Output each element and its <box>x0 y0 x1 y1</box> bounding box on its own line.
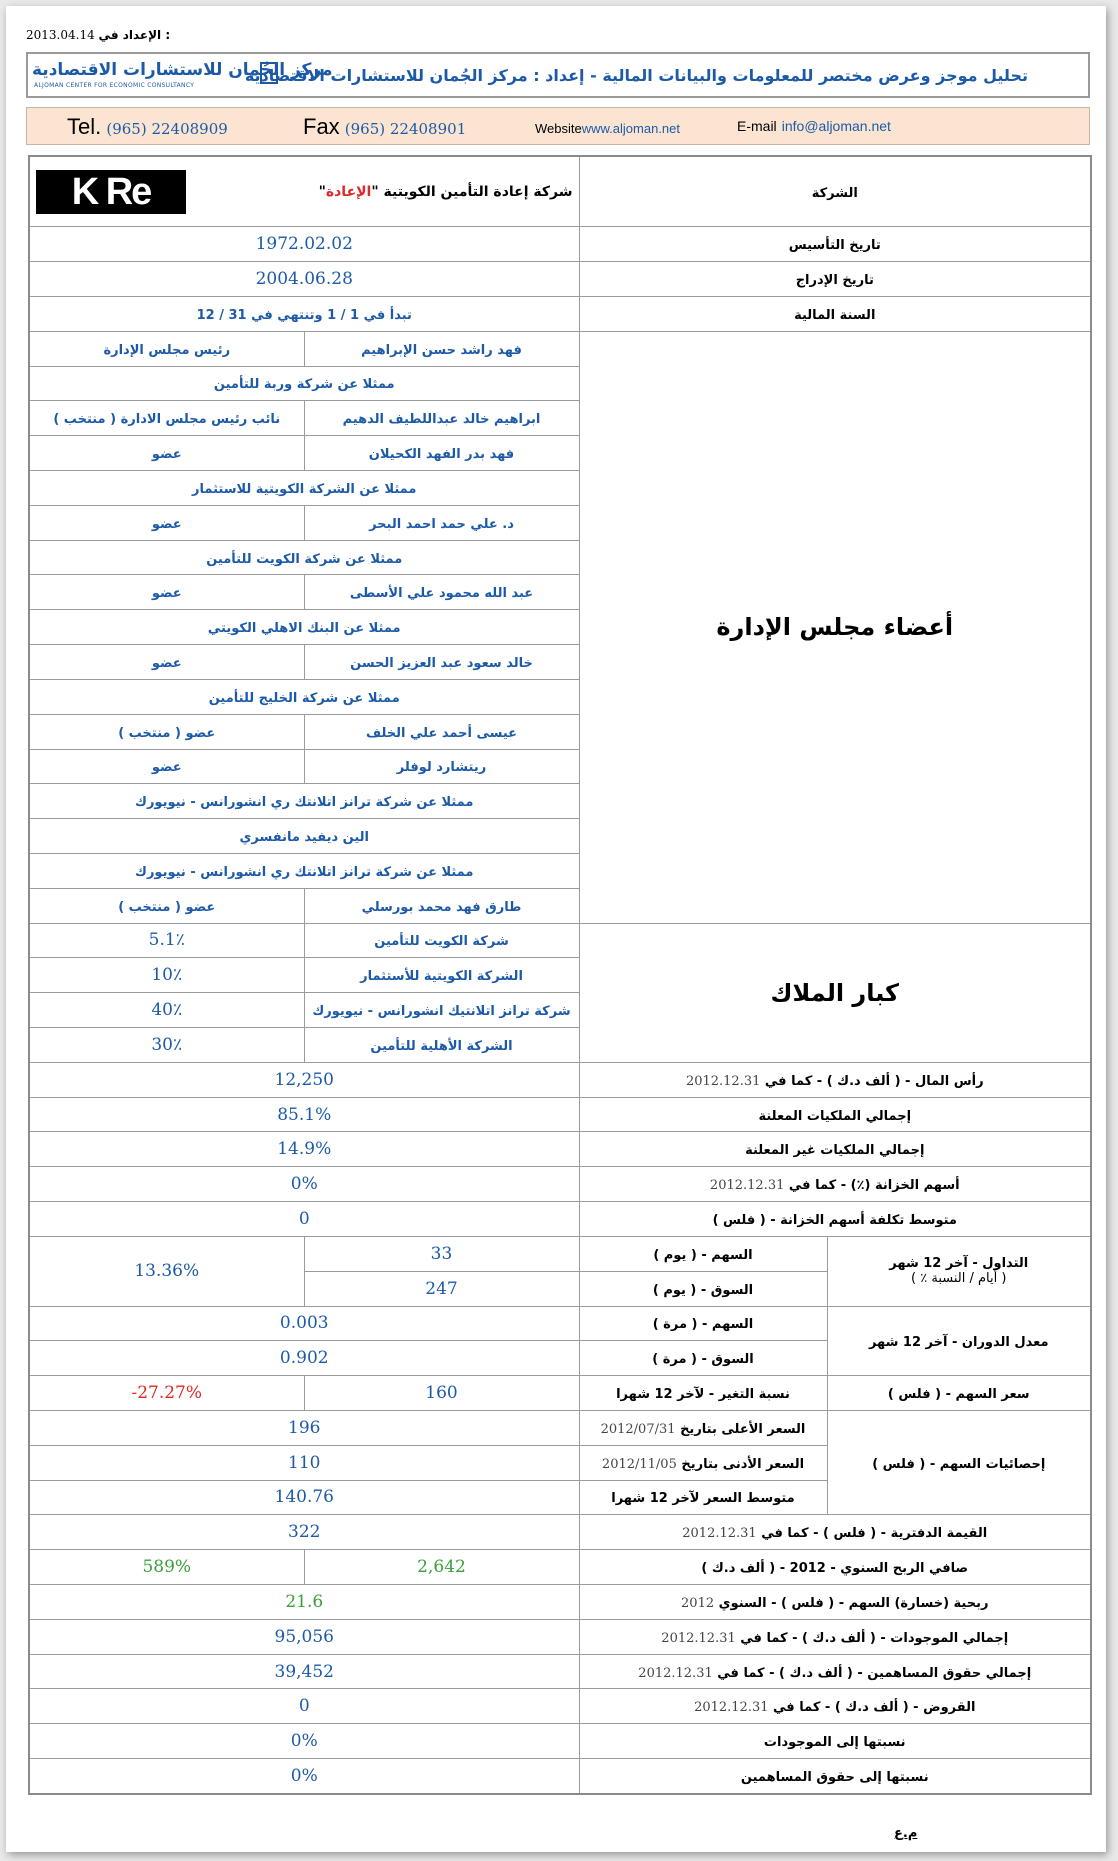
label-date: 2012.12.31 <box>682 1526 757 1542</box>
price-change-label <box>579 1376 827 1411</box>
owner-percent-text: 40٪ <box>151 1000 183 1021</box>
turnover-stock-label-text: السهم - ( مرة ) <box>652 1317 754 1333</box>
high-value <box>29 1410 579 1445</box>
label-date: 2012.12.31 <box>694 1700 769 1716</box>
fax-value[interactable]: (965) 22408901 <box>344 120 467 138</box>
avg-value-text: 140.76 <box>274 1487 334 1508</box>
capital-value <box>29 1062 579 1097</box>
board-member-name-text: خالد سعود عبد العزيز الحسن <box>350 655 533 671</box>
owners-title-text: كبار الملاك <box>770 978 899 1007</box>
label-text: القيمة الدفترية - ( فلس ) - كما في <box>761 1526 988 1542</box>
board-member-detail-text: ممثلا عن شركة ترانز اتلانتك ري انشورانس - نيويورك <box>135 795 474 811</box>
trading-stock-value-text: 33 <box>430 1243 453 1264</box>
board-member-role <box>29 888 304 923</box>
loans-equity-value <box>29 1759 579 1794</box>
book-value-text: 322 <box>288 1522 321 1543</box>
treasury-cost-value-text: 0 <box>298 1208 310 1229</box>
fiscal-label <box>579 296 1091 331</box>
turnover-label-text: معدل الدوران - آخر 12 شهر <box>868 1334 1049 1350</box>
price-value-text: 160 <box>425 1383 458 1404</box>
banner-title: تحليل موجز وعرض مختصر للمعلومات والبيانات المالية - إعداد : مركز الجُمان للاستشارات الاقتصادية <box>244 66 1028 85</box>
loans-equity-value-text: 0% <box>290 1766 318 1787</box>
label-date: 2012/07/31 <box>600 1421 676 1437</box>
table-row <box>29 1759 1091 1794</box>
unlisted-own-value <box>29 1132 579 1167</box>
document-page <box>6 6 1106 1852</box>
board-member-role-text: عضو <box>151 516 182 532</box>
label-date: 2012/11/05 <box>601 1456 677 1472</box>
board-member-detail-text: الين ديفيد مانفسري <box>239 830 370 846</box>
listed-label <box>579 262 1091 297</box>
treasury-value <box>29 1167 579 1202</box>
board-title-text: أعضاء مجلس الإدارة <box>716 613 954 642</box>
label-with-date <box>638 1666 1031 1681</box>
company-name <box>319 184 573 200</box>
table-row <box>29 923 1091 958</box>
fax-group <box>303 114 466 140</box>
board-member-role <box>29 436 304 471</box>
board-member-name <box>304 331 579 366</box>
email-link[interactable]: info@aljoman.net <box>781 118 891 134</box>
board-member-name <box>304 505 579 540</box>
board-member-name-text: فهد راشد حسن الإبراهيم <box>361 342 522 358</box>
tel-value[interactable]: (965) 22408909 <box>106 120 228 138</box>
turnover-market-value-text: 0.902 <box>279 1348 329 1369</box>
owner-percent <box>29 923 304 958</box>
label-text: السعر الأدنى بتاريخ <box>681 1456 805 1472</box>
owner-percent <box>29 993 304 1028</box>
label-with-date <box>686 1074 984 1089</box>
loans-assets-label-text: نسبتها إلى الموجودات <box>763 1735 906 1751</box>
turnover-stock-value-text: 0.003 <box>279 1313 329 1334</box>
label-text: القروض - ( ألف د.ك ) - كما في <box>773 1700 976 1716</box>
treasury-value-text: 0% <box>290 1174 318 1195</box>
label-date: 2012.12.31 <box>685 1073 761 1089</box>
assets-value <box>29 1619 579 1654</box>
board-member-name-text: طارق فهد محمد بورسلي <box>361 899 522 915</box>
logo-english-text: ALJOMAN CENTER FOR ECONOMIC CONSULTANCY <box>34 82 195 89</box>
turnover-market-label <box>579 1341 827 1376</box>
label-with-date <box>682 1526 987 1541</box>
fax-label: Fax <box>303 114 340 139</box>
board-member-name <box>304 888 579 923</box>
turnover-stock-value <box>29 1306 579 1341</box>
profit-value-text: 2,642 <box>417 1557 466 1578</box>
label-date: 2012.12.31 <box>638 1665 713 1681</box>
assets-label <box>579 1619 1091 1654</box>
tel-label: Tel. <box>67 114 102 139</box>
label-text: السعر الأعلى بتاريخ <box>680 1421 806 1437</box>
board-member-name <box>304 401 579 436</box>
stats-label <box>827 1410 1091 1514</box>
board-member-detail-text: ممثلا عن شركة ترانز اتلانتك ري انشورانس - نيويورك <box>135 864 474 880</box>
listed-value-text: 2004.06.28 <box>255 269 353 290</box>
fiscal-value <box>29 296 579 331</box>
table-row <box>29 1236 1091 1271</box>
profit-value <box>304 1550 579 1585</box>
profit-percent <box>29 1550 304 1585</box>
label-with-date <box>710 1178 960 1193</box>
table-row <box>29 262 1091 297</box>
board-member-detail <box>29 679 579 714</box>
owner-percent-text: 5.1٪ <box>148 930 185 951</box>
table-row <box>29 1410 1091 1445</box>
turnover-stock-label <box>579 1306 827 1341</box>
board-member-role <box>29 505 304 540</box>
book-label <box>579 1515 1091 1550</box>
table-row <box>29 1724 1091 1759</box>
profit-label-text: صافي الربح السنوي - 2012 - ( ألف د.ك ) <box>701 1561 969 1577</box>
company-label <box>579 156 1091 227</box>
board-member-name <box>304 645 579 680</box>
avg-label <box>579 1480 827 1515</box>
founded-label-text: تاريخ التأسيس <box>788 238 881 254</box>
low-value-text: 110 <box>288 1452 321 1473</box>
board-member-name-text: د. علي حمد احمد البحر <box>369 516 514 532</box>
unlisted-own-value-text: 14.9% <box>277 1139 332 1160</box>
unlisted-own-label-text: إجمالي الملكيات غير المعلنة <box>745 1143 925 1159</box>
board-member-detail-text: ممثلا عن شركة الكويت للتأمين <box>206 551 403 567</box>
listed-own-value-text: 85.1% <box>277 1104 332 1125</box>
owner-name-text: شركة ترانز اتلانتيك انشورانس - نيويورك <box>312 1004 571 1020</box>
book-value <box>29 1515 579 1550</box>
board-member-role-text: عضو ( منتخب ) <box>118 725 216 741</box>
owner-percent <box>29 958 304 993</box>
loans-value <box>29 1689 579 1724</box>
unlisted-own-label <box>579 1132 1091 1167</box>
trading-label-text: التداول - آخر 12 شهر <box>889 1256 1029 1272</box>
loans-assets-value-text: 0% <box>290 1731 318 1752</box>
header-banner <box>26 52 1090 98</box>
table-row <box>29 296 1091 331</box>
trading-market-label <box>579 1271 827 1306</box>
stats-label-text: إحصائيات السهم - ( فلس ) <box>872 1456 1046 1472</box>
website-label: Website <box>535 121 582 136</box>
company-name-end: " <box>318 183 326 200</box>
fiscal-label-text: السنة المالية <box>794 307 876 323</box>
board-member-detail <box>29 366 579 401</box>
board-member-role-text: عضو ( منتخب ) <box>118 899 216 915</box>
owner-name-text: الشركة الأهلية للتأمين <box>370 1038 513 1054</box>
price-change-label-text: نسبة التغير - لآخر 12 شهرا <box>616 1387 790 1403</box>
equity-value-text: 39,452 <box>274 1661 334 1682</box>
assets-value-text: 95,056 <box>274 1626 334 1647</box>
trading-stock-value <box>304 1236 579 1271</box>
loans-assets-value <box>29 1724 579 1759</box>
company-name-cell <box>29 156 579 227</box>
label-text: ربحية (خسارة) السهم - ( فلس ) - السنوي <box>718 1595 989 1611</box>
board-member-role <box>29 401 304 436</box>
capital-label <box>579 1062 1091 1097</box>
capital-value-text: 12,250 <box>274 1069 334 1090</box>
label-with-date <box>694 1700 975 1715</box>
trading-label <box>827 1236 1091 1306</box>
board-member-name-text: ابراهيم خالد عبداللطيف الدهيم <box>342 412 541 428</box>
loans-equity-label <box>579 1759 1091 1794</box>
label-date: 2012.12.31 <box>709 1178 785 1194</box>
board-member-role-text: رئيس مجلس الإدارة <box>103 342 231 358</box>
label-with-date <box>602 1457 804 1472</box>
table-row <box>29 1062 1091 1097</box>
label-with-date <box>661 1631 1008 1646</box>
table-row <box>29 1619 1091 1654</box>
prep-date-label: الإعداد في : <box>98 28 171 42</box>
owner-percent-text: 10٪ <box>151 965 183 986</box>
contact-bar <box>26 107 1090 145</box>
table-row <box>29 1515 1091 1550</box>
owner-name-text: الشركة الكويتية للأستثمار <box>360 969 523 985</box>
listed-label-text: تاريخ الإدراج <box>795 273 874 289</box>
board-member-role <box>29 645 304 680</box>
board-member-detail-text: ممثلا عن شركة الخليج للتأمين <box>208 690 400 706</box>
tel-group <box>67 114 228 140</box>
board-member-detail-text: ممثلا عن الشركة الكويتية للاستثمار <box>192 481 417 497</box>
company-name-tag: الإعادة <box>325 183 372 200</box>
website-group <box>535 118 680 137</box>
avg-label-text: متوسط السعر لآخر 12 شهرا <box>611 1491 795 1507</box>
table-row <box>29 1097 1091 1132</box>
owner-percent-text: 30٪ <box>151 1034 183 1055</box>
eps-value-text: 21.6 <box>285 1591 324 1612</box>
trading-percent <box>29 1236 304 1306</box>
table-row <box>29 227 1091 262</box>
board-member-detail <box>29 819 579 854</box>
label-text: إجمالي الموجودات - ( ألف د.ك ) - كما في <box>740 1630 1009 1646</box>
label-text: رأس المال - ( ألف د.ك ) - كما في <box>764 1073 984 1089</box>
board-member-name-text: ريتشارد لوفلر <box>396 760 487 776</box>
company-data-table <box>28 155 1092 1795</box>
owner-name <box>304 923 579 958</box>
founded-value <box>29 227 579 262</box>
board-member-detail-text: ممثلا عن البنك الاهلي الكويتي <box>207 621 401 637</box>
prep-date <box>26 28 170 42</box>
fiscal-value-text: تبدأ في 1 / 1 وتنتهي في 31 / 12 <box>196 307 412 323</box>
trading-stock-label <box>579 1236 827 1271</box>
low-label <box>579 1445 827 1480</box>
table-row <box>29 1167 1091 1202</box>
owner-name-text: شركة الكويت للتأمين <box>374 934 509 950</box>
board-member-role-text: عضو <box>151 655 182 671</box>
board-member-detail <box>29 540 579 575</box>
email-group <box>737 116 891 135</box>
owner-name <box>304 993 579 1028</box>
label-date: 2012 <box>681 1595 715 1611</box>
board-member-detail-text: ممثلا عن شركة وربة للتأمين <box>213 377 395 393</box>
board-member-name <box>304 714 579 749</box>
price-change-value <box>29 1376 304 1411</box>
table-row <box>29 156 1091 227</box>
loans-value-text: 0 <box>298 1696 310 1717</box>
table-row <box>29 1202 1091 1237</box>
board-member-role <box>29 575 304 610</box>
board-member-role-text: عضو <box>151 760 182 776</box>
trading-market-value-text: 247 <box>425 1278 458 1299</box>
treasury-cost-label-text: متوسط تكلفة أسهم الخزانة - ( فلس ) <box>712 1212 957 1228</box>
price-label <box>827 1376 1091 1411</box>
table-row <box>29 1132 1091 1167</box>
listed-own-label <box>579 1097 1091 1132</box>
board-member-detail <box>29 610 579 645</box>
label-with-date <box>601 1422 806 1437</box>
board-member-name <box>304 749 579 784</box>
table-row <box>29 331 1091 366</box>
equity-label <box>579 1654 1091 1689</box>
profit-label <box>579 1550 1091 1585</box>
table-row <box>29 1689 1091 1724</box>
treasury-cost-value <box>29 1202 579 1237</box>
equity-value <box>29 1654 579 1689</box>
table-row <box>29 1654 1091 1689</box>
board-member-detail <box>29 784 579 819</box>
price-label-text: سعر السهم - ( فلس ) <box>887 1387 1030 1403</box>
loans-equity-label-text: نسبتها إلى حقوق المساهمين <box>740 1770 929 1786</box>
board-member-role-text: نائب رئيس مجلس الادارة ( منتخب ) <box>53 412 281 428</box>
avg-value <box>29 1480 579 1515</box>
turnover-market-label-text: السوق - ( مرة ) <box>652 1352 754 1368</box>
board-member-name-text: عبد الله محمود علي الأسطى <box>349 586 534 602</box>
listed-own-value <box>29 1097 579 1132</box>
logo-arabic-text: مركز الجُمان للاستشارات الاقتصادية <box>32 60 333 80</box>
board-member-role <box>29 714 304 749</box>
board-member-name <box>304 436 579 471</box>
loans-label <box>579 1689 1091 1724</box>
eps-value <box>29 1585 579 1620</box>
label-with-date <box>681 1596 988 1611</box>
profit-percent-text: 589% <box>142 1557 192 1578</box>
prep-date-value: 2013.04.14 <box>26 28 95 42</box>
board-member-name-text: فهد بدر الفهد الكحيلان <box>368 447 515 463</box>
table-row <box>29 1585 1091 1620</box>
listed-value <box>29 262 579 297</box>
treasury-label <box>579 1167 1091 1202</box>
founded-value-text: 1972.02.02 <box>255 234 353 255</box>
owner-name <box>304 1028 579 1063</box>
owner-percent <box>29 1028 304 1063</box>
kre-logo: K Re <box>36 170 186 214</box>
board-member-role-text: عضو <box>151 447 182 463</box>
high-label <box>579 1410 827 1445</box>
trading-market-value <box>304 1271 579 1306</box>
board-member-name <box>304 575 579 610</box>
high-value-text: 196 <box>288 1417 321 1438</box>
turnover-market-value <box>29 1341 579 1376</box>
table-row <box>29 1550 1091 1585</box>
board-title <box>579 331 1091 923</box>
table-row <box>29 1306 1091 1341</box>
footer-mark: م.ع <box>894 1826 918 1841</box>
company-label-text: الشركة <box>811 185 858 201</box>
website-link[interactable]: www.aljoman.net <box>581 121 681 136</box>
owner-name <box>304 958 579 993</box>
aljoman-logo <box>32 60 333 94</box>
table-row <box>29 1376 1091 1411</box>
price-value <box>304 1376 579 1411</box>
board-member-name-text: عيسى أحمد علي الخلف <box>365 725 518 741</box>
founded-label <box>579 227 1091 262</box>
trading-percent-text: 13.36% <box>134 1261 200 1282</box>
turnover-label <box>827 1306 1091 1376</box>
label-text: إجمالي حقوق المساهمين - ( ألف د.ك ) - كما في <box>717 1665 1032 1681</box>
trading-sublabel: ( أيام / النسبة ٪ ) <box>911 1271 1007 1287</box>
board-member-role <box>29 749 304 784</box>
email-label: E-mail <box>737 118 777 134</box>
board-member-detail <box>29 471 579 506</box>
trading-stock-label-text: السهم - ( يوم ) <box>653 1247 753 1263</box>
listed-own-label-text: إجمالي الملكيات المعلنة <box>758 1108 912 1124</box>
loans-assets-label <box>579 1724 1091 1759</box>
company-name-text: شركة إعادة التأمين الكويتية " <box>371 183 573 200</box>
board-member-role <box>29 331 304 366</box>
label-date: 2012.12.31 <box>661 1630 736 1646</box>
low-value <box>29 1445 579 1480</box>
owners-title <box>579 923 1091 1062</box>
label-text: أسهم الخزانة (٪) - كما في <box>788 1178 960 1194</box>
treasury-cost-label <box>579 1202 1091 1237</box>
board-member-detail <box>29 853 579 888</box>
eps-label <box>579 1585 1091 1620</box>
price-change-value-text: -27.27% <box>131 1383 203 1404</box>
board-member-role-text: عضو <box>151 586 182 602</box>
trading-market-label-text: السوق - ( يوم ) <box>652 1282 754 1298</box>
